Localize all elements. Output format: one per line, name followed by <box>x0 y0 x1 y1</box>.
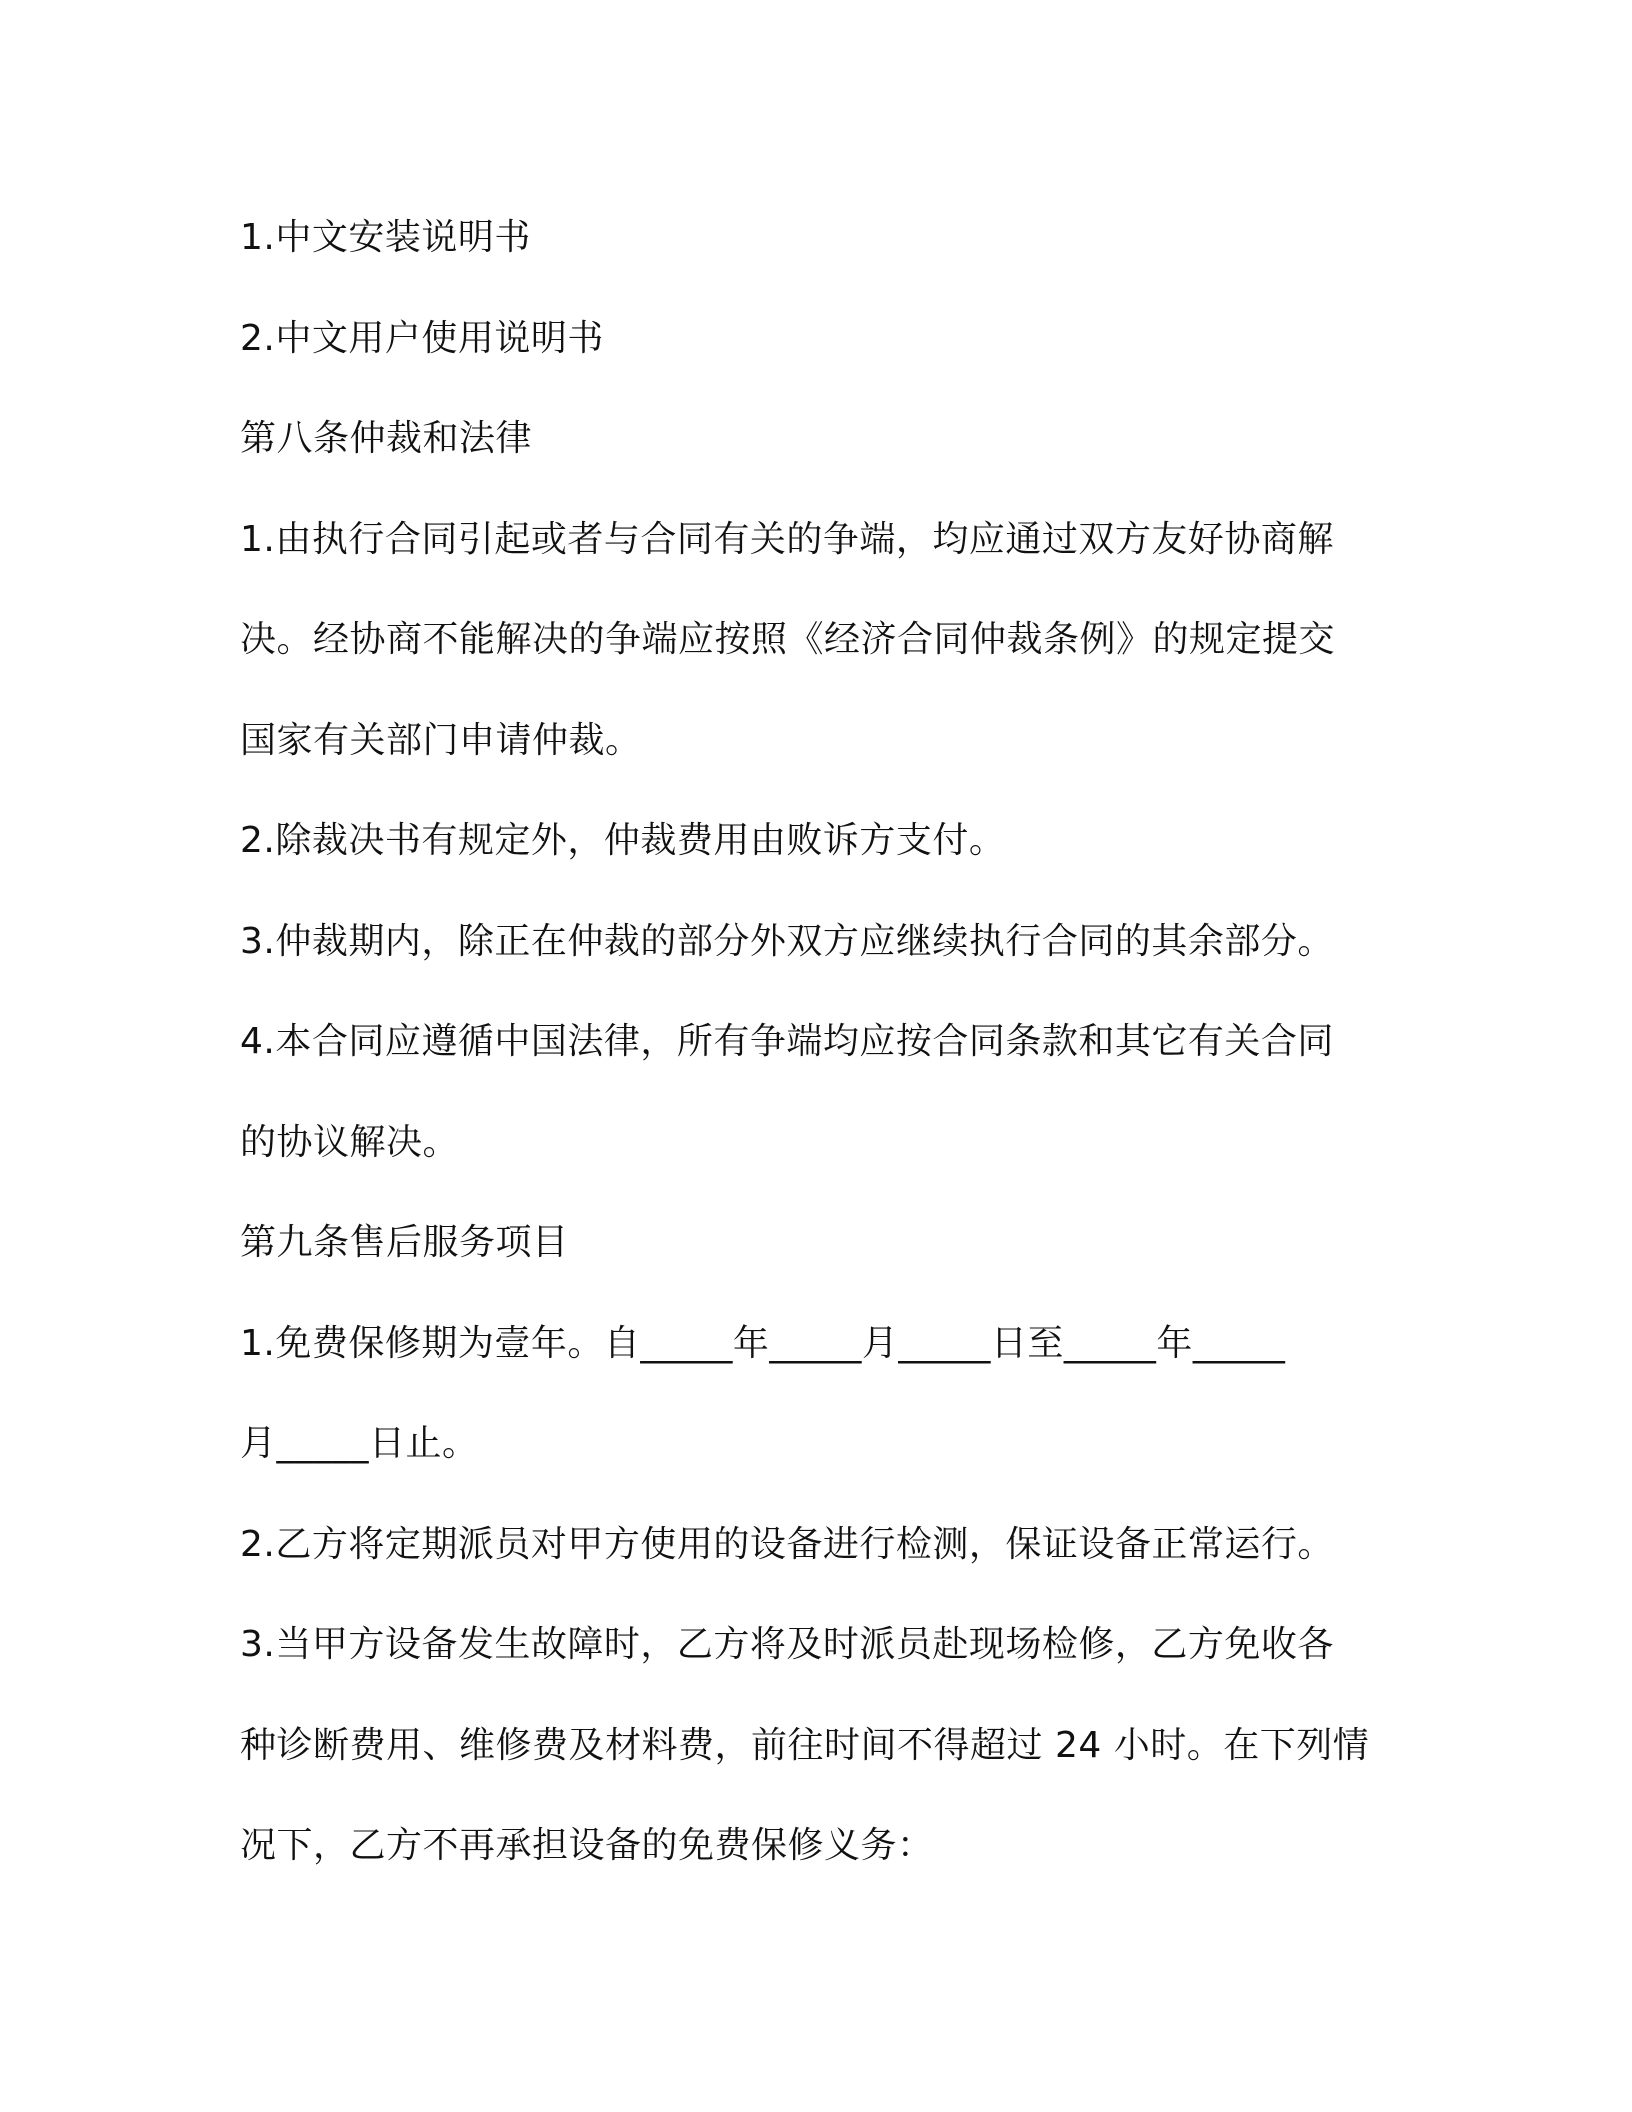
paragraph-line: 国家有关部门申请仲裁。 <box>240 719 642 761</box>
document-body <box>240 188 1400 1897</box>
list-item-install-manual: 1.中文安装说明书 <box>240 217 531 258</box>
paragraph-line: 月_____日止。 <box>240 1423 479 1464</box>
paragraph-line: 3.当甲方设备发生故障时，乙方将及时派员赴现场检修，乙方免收各 <box>240 1624 1334 1665</box>
paragraph-line: 种诊断费用、维修费及材料费，前往时间不得超过 24 小时。在下列情 <box>240 1724 1370 1766</box>
paragraph-line: 2.乙方将定期派员对甲方使用的设备进行检测，保证设备正常运行。 <box>240 1523 1334 1565</box>
paragraph-line: 2.除裁决书有规定外，仲裁费用由败诉方支付。 <box>240 820 1006 861</box>
section-heading-article-9: 第九条售后服务项目 <box>240 1222 569 1263</box>
paragraph-line: 的协议解决。 <box>240 1121 460 1163</box>
paragraph-line: 3.仲裁期内，除正在仲裁的部分外双方应继续执行合同的其余部分。 <box>240 920 1334 962</box>
paragraph-line: 况下，乙方不再承担设备的免费保修义务： <box>240 1825 934 1866</box>
paragraph-line: 4.本合同应遵循中国法律，所有争端均应按合同条款和其它有关合同 <box>240 1021 1334 1062</box>
list-item-user-manual: 2.中文用户使用说明书 <box>240 317 604 359</box>
section-heading-article-8: 第八条仲裁和法律 <box>240 418 533 459</box>
paragraph-line: 1.免费保修期为壹年。自_____年_____月_____日至_____年_____ <box>240 1322 1286 1364</box>
paragraph-line: 决。经协商不能解决的争端应按照《经济合同仲裁条例》的规定提交 <box>240 619 1336 660</box>
paragraph-line: 1.由执行合同引起或者与合同有关的争端，均应通过双方友好协商解 <box>240 518 1334 560</box>
